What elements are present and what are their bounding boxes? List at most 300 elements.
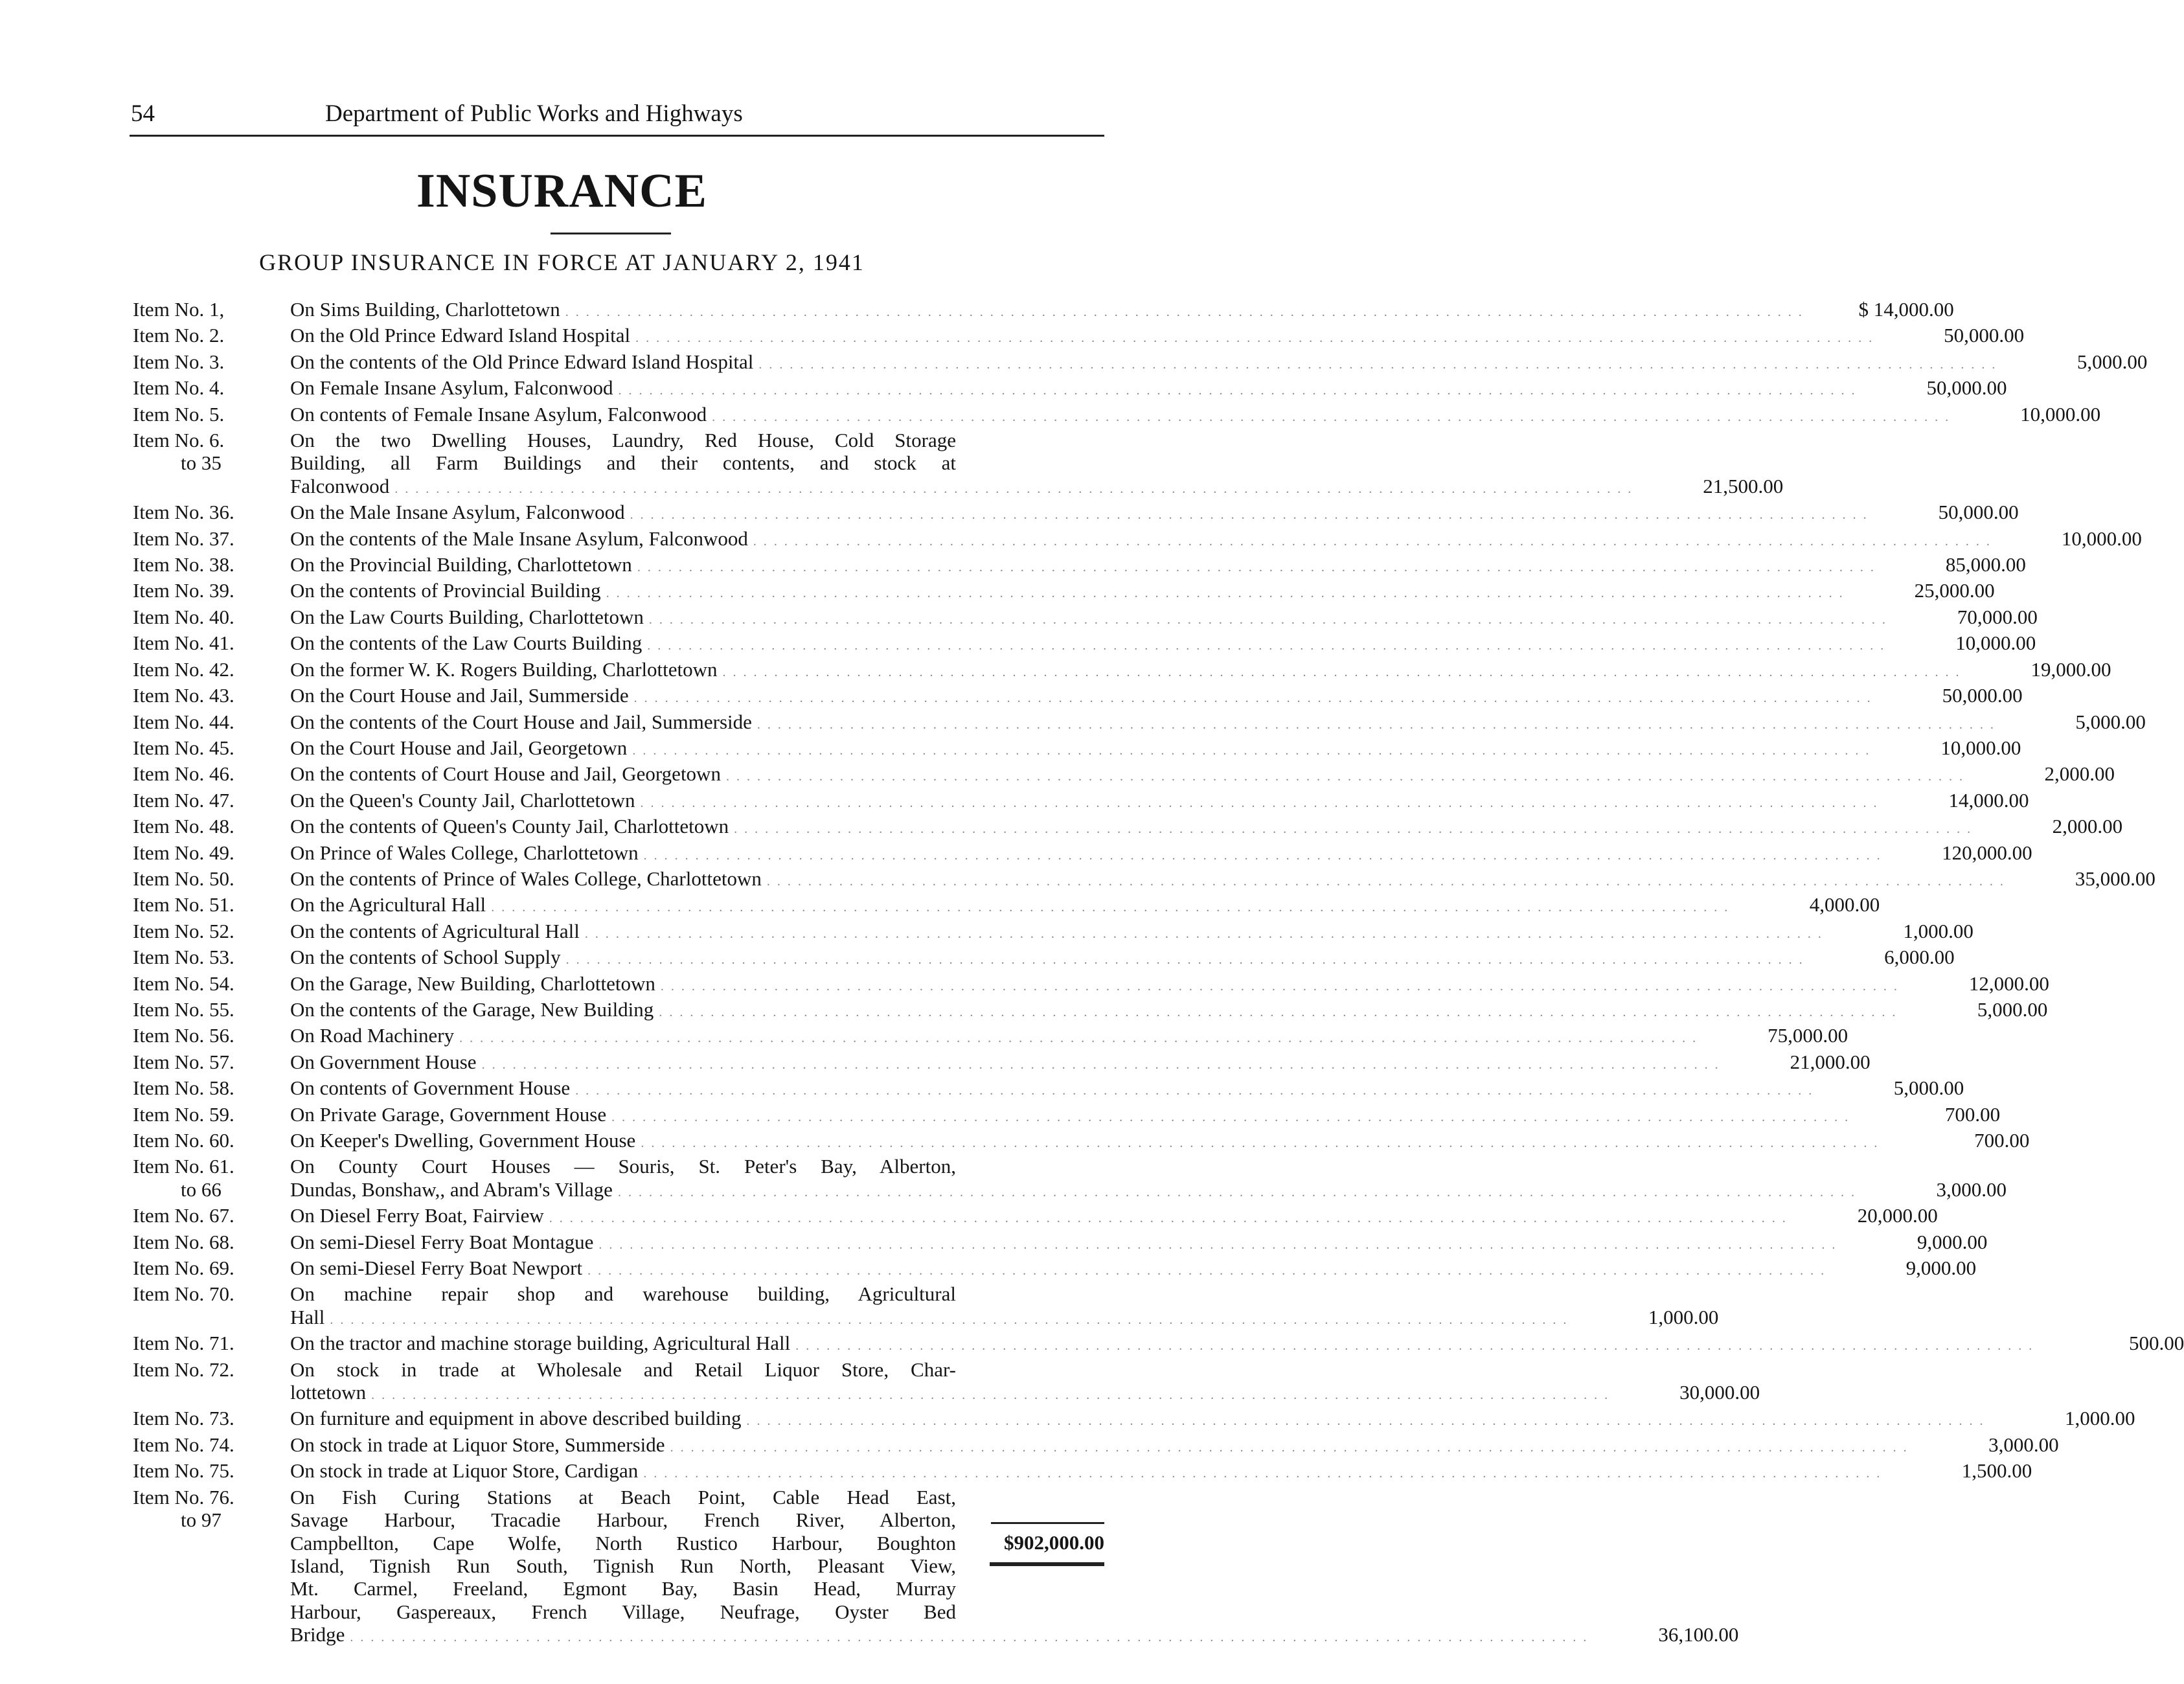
item-number: Item No. 39.	[133, 579, 234, 602]
item-number-cell	[133, 1076, 290, 1102]
insurance-item	[133, 997, 2048, 1024]
item-final-line	[290, 762, 2115, 788]
dot-leader: . . . . . . . . . . . . . . . . . . . . . . . . . . . . . . . . . . . . . . . . . . . . . . . . . . . . . . . . . . . . . . . . . . . . . . . . . . . . . . . . . . . . . . . . . . . . . . . . . . . . . . . . . . . . . . . . . . . . . . . .	[647, 639, 1886, 654]
item-number: Item No. 2.	[133, 324, 225, 347]
item-description-line: Savage Harbour, Tracadie Harbour, French River, Alberton,	[290, 1508, 956, 1532]
item-final-line	[290, 1178, 2007, 1204]
item-number-cell	[133, 789, 290, 815]
item-description	[290, 1102, 2001, 1129]
insurance-item	[133, 893, 1880, 919]
item-amount: 5,000.00	[1977, 997, 2048, 1021]
item-amount: 21,000.00	[1790, 1050, 1871, 1073]
dot-leader: . . . . . . . . . . . . . . . . . . . . . . . . . . . . . . . . . . . . . . . . . . . . . . . . . . . . . . . . . . . . . . . . . . . . . . . . . . . . . . . . . . . . . . . . . . . . . . . . . . . . . . . . . . . . . . . . . . . . . . . .	[611, 1109, 1850, 1124]
item-description-text: On Keeper's Dwelling, Government House	[290, 1129, 636, 1152]
item-description-text: On the contents of Queen's County Jail, Charlottetown	[290, 815, 729, 838]
item-description	[290, 1282, 1719, 1332]
item-number: Item No. 36.	[133, 501, 234, 524]
dot-leader: . . . . . . . . . . . . . . . . . . . . . . . . . . . . . . . . . . . . . . . . . . . . . . . . . . . . . . . . . . . . . . . . . . . . . . . . . . . . . . . . . . . . . . . . . . . . . . . . . . . . . . . . . . . . . . . . . . . . . . . .	[643, 848, 1882, 863]
dot-leader: . . . . . . . . . . . . . . . . . . . . . . . . . . . . . . . . . . . . . . . . . . . . . . . . . . . . . . . . . . . . . . . . . . . . . . . . . . . . . . . . . . . . . . . . . . . . . . . . . . . . . . . . . . . . . . . . . . . . . . . .	[640, 795, 1879, 810]
item-final-line	[290, 1332, 2184, 1358]
item-amount: 9,000.00	[1917, 1230, 1988, 1253]
item-description	[290, 762, 2115, 788]
item-description	[290, 788, 2029, 815]
item-description-text: On the contents of the Male Insane Asylum, Falconwood	[290, 527, 748, 550]
insurance-item	[133, 1257, 1977, 1282]
item-number-cell	[133, 1486, 290, 1650]
dot-leader: . . . . . . . . . . . . . . . . . . . . . . . . . . . . . . . . . . . . . . . . . . . . . . . . . . . . . . . . . . . . . . . . . . . . . . . . . . . . . . . . . . . . . . . . . . . . . . . . . . . . . . . . . . . . . . . . . . . . . . . .	[648, 612, 1887, 627]
item-description-text: On the contents of the Law Courts Building	[290, 632, 643, 655]
item-amount: 10,000.00	[1940, 736, 2021, 759]
item-amount: 19,000.00	[2030, 657, 2111, 681]
insurance-item	[133, 710, 2146, 736]
item-description	[290, 429, 1784, 501]
item-amount: 1,500.00	[1961, 1459, 2032, 1483]
item-description-text: On Road Machinery	[290, 1024, 455, 1047]
item-description-text: On stock in trade at Liquor Store, Cardigan	[290, 1459, 639, 1483]
dot-leader: . . . . . . . . . . . . . . . . . . . . . . . . . . . . . . . . . . . . . . . . . . . . . . . . . . . . . . . . . . . . . . . . . . . . . . . . . . . . . . . . . . . . . . . . . . . . . . . . . . . . . . . . . . . . . . . . . . . . . . . .	[643, 1466, 1882, 1481]
item-final-line	[290, 1076, 1964, 1102]
item-number-range-end: to 66	[181, 1178, 222, 1201]
item-description-line: Building, all Farm Buildings and their contents, and stock at	[290, 451, 956, 475]
dot-leader: . . . . . . . . . . . . . . . . . . . . . . . . . . . . . . . . . . . . . . . . . . . . . . . . . . . . . . . . . . . . . . . . . . . . . . . . . . . . . . . . . . . . . . . . . . . . . . . . . . . . . . . . . . . . . . . . . . . . . . . .	[722, 665, 1961, 679]
insurance-item	[133, 1282, 1719, 1332]
item-description	[290, 684, 2023, 710]
item-description-text: lottetown	[290, 1381, 367, 1404]
item-description-line: On Fish Curing Stations at Beach Point, Cable Head East,	[290, 1485, 956, 1508]
page-number: 54	[131, 100, 155, 127]
insurance-item	[133, 1204, 1938, 1230]
item-final-line	[290, 946, 1955, 972]
item-number-cell	[133, 1155, 290, 1204]
item-number: Item No. 52.	[133, 919, 234, 942]
dot-leader: . . . . . . . . . . . . . . . . . . . . . . . . . . . . . . . . . . . . . . . . . . . . . . . . . . . . . . . . . . . . . . . . . . . . . . . . . . . . . . . . . . . . . . . . . . . . . . . . . . . . . . . . . . . . . . . . . . . . . . . .	[725, 769, 1964, 784]
item-amount: 1,000.00	[2064, 1407, 2135, 1430]
item-final-line	[290, 657, 2111, 684]
item-description-text: On Diesel Ferry Boat, Fairview	[290, 1204, 544, 1227]
item-number: Item No. 43.	[133, 684, 234, 707]
dot-leader: . . . . . . . . . . . . . . . . . . . . . . . . . . . . . . . . . . . . . . . . . . . . . . . . . . . . . . . . . . . . . . . . . . . . . . . . . . . . . . . . . . . . . . . . . . . . . . . . . . . . . . . . . . . . . . . . . . . . . . . .	[641, 1136, 1880, 1150]
item-amount: 36,100.00	[1658, 1623, 1739, 1646]
item-description-line: Island, Tignish Run South, Tignish Run North, Pleasant View,	[290, 1554, 956, 1577]
item-description-text: On the contents of Court House and Jail, Georgetown	[290, 762, 721, 786]
item-amount: 50,000.00	[1926, 376, 2007, 400]
item-description-text: On Sims Building, Charlottetown	[290, 298, 560, 321]
insurance-item	[133, 298, 1954, 324]
item-final-line	[290, 1024, 1848, 1050]
item-number-cell	[133, 1103, 290, 1129]
insurance-item	[133, 1459, 2032, 1485]
item-number-cell	[133, 841, 290, 867]
item-amount: 10,000.00	[2020, 402, 2101, 426]
item-description-text: On the tractor and machine storage building, Agricultural Hall	[290, 1332, 791, 1355]
dot-leader: . . . . . . . . . . . . . . . . . . . . . . . . . . . . . . . . . . . . . . . . . . . . . . . . . . . . . . . . . . . . . . . . . . . . . . . . . . . . . . . . . . . . . . . . . . . . . . . . . . . . . . . . . . . . . . . . . . . . . . . .	[670, 1440, 1909, 1455]
item-number: Item No. 61.	[133, 1155, 234, 1178]
item-amount: 14,000.00	[1948, 788, 2029, 812]
item-description-text: On the contents of Provincial Building	[290, 579, 601, 602]
item-amount: 25,000.00	[1914, 579, 1995, 602]
item-final-line	[290, 501, 2019, 527]
item-description-text: On the contents of School Supply	[290, 946, 561, 969]
item-number: Item No. 41.	[133, 632, 234, 655]
item-description-text: On the contents of the Old Prince Edward Island Hospital	[290, 350, 754, 373]
item-amount: 5,000.00	[2076, 350, 2148, 373]
item-description-text: Bridge	[290, 1623, 345, 1646]
sum-rule	[991, 1522, 1104, 1524]
dot-leader: . . . . . . . . . . . . . . . . . . . . . . . . . . . . . . . . . . . . . . . . . . . . . . . . . . . . . . . . . . . . . . . . . . . . . . . . . . . . . . . . . . . . . . . . . . . . . . . . . . . . . . . . . . . . . . . . . . . . . . . .	[618, 383, 1857, 398]
item-amount: 10,000.00	[1955, 632, 2036, 655]
item-description	[290, 710, 2146, 736]
insurance-item	[133, 1485, 1739, 1650]
item-final-line	[290, 1102, 2001, 1129]
item-description-text: Dundas, Bonshaw,, and Abram's Village	[290, 1178, 613, 1201]
department-heading: Department of Public Works and Highways	[325, 100, 743, 127]
item-number: Item No. 47.	[133, 788, 234, 812]
item-description-line: On machine repair shop and warehouse building, Agricultural	[290, 1282, 956, 1306]
item-description	[290, 867, 2156, 893]
dot-leader: . . . . . . . . . . . . . . . . . . . . . . . . . . . . . . . . . . . . . . . . . . . . . . . . . . . . . . . . . . . . . . . . . . . . . . . . . . . . . . . . . . . . . . . . . . . . . . . . . . . . . . . . . . . . . . . . . . . . . . . .	[587, 1264, 1826, 1279]
item-number: Item No. 49.	[133, 841, 234, 864]
insurance-item	[133, 501, 2019, 527]
item-number-cell	[133, 403, 290, 429]
item-number-range-end: to 35	[181, 451, 222, 475]
item-number-cell	[133, 815, 290, 841]
item-description	[290, 1433, 2059, 1459]
item-final-line	[290, 1407, 2135, 1433]
item-amount: $ 14,000.00	[1858, 298, 1954, 321]
item-final-line	[290, 579, 1995, 605]
item-number: Item No. 60.	[133, 1129, 234, 1152]
dot-leader: . . . . . . . . . . . . . . . . . . . . . . . . . . . . . . . . . . . . . . . . . . . . . . . . . . . . . . . . . . . . . . . . . . . . . . . . . . . . . . . . . . . . . . . . . . . . . . . . . . . . . . . . . . . . . . . . . . . . . . . .	[350, 1630, 1589, 1645]
item-number: Item No. 6.	[133, 429, 225, 452]
insurance-item	[133, 1358, 1760, 1407]
insurance-item	[133, 684, 2023, 710]
item-number: Item No. 54.	[133, 972, 234, 995]
item-description-text: On the contents of Prince of Wales College, Charlottetown	[290, 867, 762, 890]
item-number: Item No. 3.	[133, 350, 225, 373]
item-amount: 30,000.00	[1679, 1381, 1760, 1404]
item-final-line	[290, 553, 2026, 579]
item-description-text: On semi-Diesel Ferry Boat Newport	[290, 1257, 583, 1280]
dot-leader: . . . . . . . . . . . . . . . . . . . . . . . . . . . . . . . . . . . . . . . . . . . . . . . . . . . . . . . . . . . . . . . . . . . . . . . . . . . . . . . . . . . . . . . . . . . . . . . . . . . . . . . . . . . . . . . . . . . . . . . .	[632, 743, 1871, 758]
item-number-cell	[133, 376, 290, 402]
dot-leader: . . . . . . . . . . . . . . . . . . . . . . . . . . . . . . . . . . . . . . . . . . . . . . . . . . . . . . . . . . . . . . . . . . . . . . . . . . . . . . . . . . . . . . . . . . . . . . . . . . . . . . . . . . . . . . . . . . . . . . . .	[394, 481, 1633, 496]
item-amount: 500.00	[2128, 1332, 2184, 1355]
insurance-item	[133, 402, 2101, 429]
item-number-cell	[133, 1129, 290, 1155]
item-amount: 2,000.00	[2044, 762, 2115, 786]
dot-leader: . . . . . . . . . . . . . . . . . . . . . . . . . . . . . . . . . . . . . . . . . . . . . . . . . . . . . . . . . . . . . . . . . . . . . . . . . . . . . . . . . . . . . . . . . . . . . . . . . . . . . . . . . . . . . . . . . . . . . . . .	[598, 1237, 1837, 1252]
item-amount: 20,000.00	[1857, 1204, 1938, 1227]
item-description	[290, 324, 2025, 350]
dot-leader: . . . . . . . . . . . . . . . . . . . . . . . . . . . . . . . . . . . . . . . . . . . . . . . . . . . . . . . . . . . . . . . . . . . . . . . . . . . . . . . . . . . . . . . . . . . . . . . . . . . . . . . . . . . . . . . . . . . . . . . .	[575, 1084, 1814, 1098]
item-number: Item No. 68.	[133, 1230, 234, 1253]
insurance-item	[133, 632, 2036, 657]
page-subtitle: GROUP INSURANCE IN FORCE AT JANUARY 2, 1941	[259, 249, 865, 275]
item-number-cell	[133, 553, 290, 579]
item-description	[290, 919, 1974, 946]
item-number-cell	[133, 324, 290, 350]
item-number: Item No. 51.	[133, 893, 234, 916]
item-description	[290, 841, 2032, 867]
insurance-item	[133, 324, 2025, 350]
dot-leader: . . . . . . . . . . . . . . . . . . . . . . . . . . . . . . . . . . . . . . . . . . . . . . . . . . . . . . . . . . . . . . . . . . . . . . . . . . . . . . . . . . . . . . . . . . . . . . . . . . . . . . . . . . . . . . . . . . . . . . . .	[659, 1005, 1898, 1019]
item-amount: 6,000.00	[1884, 946, 1955, 969]
item-final-line	[290, 298, 1954, 324]
item-number-cell	[133, 1332, 290, 1358]
item-number-cell	[133, 972, 290, 998]
item-amount: 2,000.00	[2052, 815, 2123, 838]
dot-leader: . . . . . . . . . . . . . . . . . . . . . . . . . . . . . . . . . . . . . . . . . . . . . . . . . . . . . . . . . . . . . . . . . . . . . . . . . . . . . . . . . . . . . . . . . . . . . . . . . . . . . . . . . . . . . . . . . . . . . . . .	[753, 534, 1992, 549]
item-final-line	[290, 684, 2023, 710]
item-description-text: On the Agricultural Hall	[290, 893, 486, 916]
item-number: Item No. 44.	[133, 710, 234, 733]
item-description	[290, 1204, 1938, 1230]
total-double-rule	[990, 1562, 1104, 1566]
item-description-text: On the contents of Agricultural Hall	[290, 919, 580, 942]
item-description	[290, 1257, 1977, 1282]
item-description-text: On the Garage, New Building, Charlottetown	[290, 972, 655, 995]
item-amount: 21,500.00	[1703, 474, 1784, 497]
item-number: Item No. 38.	[133, 553, 234, 576]
item-number: Item No. 74.	[133, 1433, 234, 1456]
item-final-line	[290, 605, 2038, 632]
item-final-line	[290, 632, 2036, 657]
item-description	[290, 657, 2111, 684]
item-description-line: On County Court Houses — Souris, St. Peter's Bay, Alberton,	[290, 1155, 956, 1178]
item-description	[290, 605, 2038, 632]
item-description-text: On the former W. K. Rogers Building, Charlottetown	[290, 657, 718, 681]
item-description-text: On the contents of the Garage, New Building	[290, 997, 654, 1021]
item-number: Item No. 67.	[133, 1204, 234, 1227]
item-number-cell	[133, 1358, 290, 1407]
dot-leader: . . . . . . . . . . . . . . . . . . . . . . . . . . . . . . . . . . . . . . . . . . . . . . . . . . . . . . . . . . . . . . . . . . . . . . . . . . . . . . . . . . . . . . . . . . . . . . . . . . . . . . . . . . . . . . . . . . . . . . . .	[756, 717, 1996, 732]
item-number-cell	[133, 501, 290, 527]
item-number: Item No. 72.	[133, 1358, 234, 1381]
item-number-cell	[133, 867, 290, 893]
item-number: Item No. 55.	[133, 997, 234, 1021]
header-rule	[130, 135, 1104, 137]
item-number-cell	[133, 527, 290, 553]
item-final-line	[290, 474, 1784, 501]
insurance-item	[133, 429, 1784, 501]
item-number-cell	[133, 711, 290, 736]
dot-leader: . . . . . . . . . . . . . . . . . . . . . . . . . . . . . . . . . . . . . . . . . . . . . . . . . . . . . . . . . . . . . . . . . . . . . . . . . . . . . . . . . . . . . . . . . . . . . . . . . . . . . . . . . . . . . . . . . . . . . . . .	[637, 560, 1876, 575]
item-description-line: Campbellton, Cape Wolfe, North Rustico Harbour, Boughton	[290, 1531, 956, 1554]
item-amount: 4,000.00	[1809, 893, 1880, 916]
item-amount: 70,000.00	[1957, 605, 2038, 628]
item-number-cell	[133, 632, 290, 657]
item-number-cell	[133, 920, 290, 946]
item-final-line	[290, 1050, 1871, 1076]
insurance-item	[133, 579, 1995, 605]
item-final-line	[290, 919, 1974, 946]
item-amount: 50,000.00	[1942, 684, 2023, 707]
insurance-item	[133, 350, 2148, 376]
item-description	[290, 1076, 1964, 1102]
item-number-cell	[133, 350, 290, 376]
item-number: Item No. 56.	[133, 1024, 234, 1047]
insurance-item	[133, 1433, 2059, 1459]
item-amount: 700.00	[1974, 1129, 2030, 1152]
dot-leader: . . . . . . . . . . . . . . . . . . . . . . . . . . . . . . . . . . . . . . . . . . . . . . . . . . . . . . . . . . . . . . . . . . . . . . . . . . . . . . . . . . . . . . . . . . . . . . . . . . . . . . . . . . . . . . . . . . . . . . . .	[635, 331, 1874, 346]
insurance-item	[133, 841, 2032, 867]
insurance-item	[133, 657, 2111, 684]
item-description-text: On contents of Female Insane Asylum, Falconwood	[290, 402, 707, 426]
item-description	[290, 1129, 2030, 1155]
item-amount: 10,000.00	[2061, 527, 2142, 550]
item-final-line	[290, 1230, 1988, 1257]
insurance-item	[133, 946, 1955, 972]
item-number-cell	[133, 1231, 290, 1257]
item-number-cell	[133, 1407, 290, 1433]
item-description-text: On Government House	[290, 1050, 477, 1073]
insurance-item	[133, 1407, 2135, 1433]
item-number-cell	[133, 736, 290, 762]
item-description	[290, 1459, 2032, 1485]
dot-leader: . . . . . . . . . . . . . . . . . . . . . . . . . . . . . . . . . . . . . . . . . . . . . . . . . . . . . . . . . . . . . . . . . . . . . . . . . . . . . . . . . . . . . . . . . . . . . . . . . . . . . . . . . . . . . . . . . . . . . . . .	[491, 900, 1730, 915]
item-description-text: On semi-Diesel Ferry Boat Montague	[290, 1230, 594, 1253]
item-amount: 75,000.00	[1768, 1024, 1848, 1047]
item-number: Item No. 48.	[133, 815, 234, 838]
item-number: Item No. 4.	[133, 376, 225, 400]
item-description-text: On furniture and equipment in above described building	[290, 1407, 742, 1430]
item-final-line	[290, 815, 2123, 841]
item-amount: 50,000.00	[1944, 324, 2025, 347]
title-rule	[551, 233, 671, 234]
item-description	[290, 815, 2123, 841]
dot-leader: . . . . . . . . . . . . . . . . . . . . . . . . . . . . . . . . . . . . . . . . . . . . . . . . . . . . . . . . . . . . . . . . . . . . . . . . . . . . . . . . . . . . . . . . . . . . . . . . . . . . . . . . . . . . . . . . . . . . . . . .	[565, 305, 1804, 319]
item-number: Item No. 42.	[133, 657, 234, 681]
insurance-item	[133, 553, 2026, 579]
item-description	[290, 1050, 1871, 1076]
insurance-item	[133, 972, 2049, 998]
item-final-line	[290, 1305, 1719, 1332]
item-description-text: On the Queen's County Jail, Charlottetown	[290, 788, 635, 812]
item-description	[290, 1155, 2007, 1204]
dot-leader: . . . . . . . . . . . . . . . . . . . . . . . . . . . . . . . . . . . . . . . . . . . . . . . . . . . . . . . . . . . . . . . . . . . . . . . . . . . . . . . . . . . . . . . . . . . . . . . . . . . . . . . . . . . . . . . . . . . . . . . .	[746, 1414, 1985, 1429]
item-description-text: On contents of Government House	[290, 1076, 571, 1100]
item-number-cell	[133, 1204, 290, 1230]
item-description-text: On the contents of the Court House and Jail, Summerside	[290, 710, 752, 733]
item-description	[290, 632, 2036, 657]
item-description	[290, 298, 1954, 324]
insurance-item	[133, 736, 2021, 762]
item-amount: 1,000.00	[1648, 1305, 1719, 1328]
item-number-cell	[133, 998, 290, 1024]
insurance-item	[133, 867, 2156, 893]
insurance-item	[133, 1155, 2007, 1204]
item-final-line	[290, 376, 2007, 402]
item-description	[290, 736, 2021, 762]
item-amount: 35,000.00	[2075, 867, 2156, 890]
item-number-cell	[133, 1282, 290, 1332]
item-final-line	[290, 1623, 1739, 1649]
insurance-item	[133, 1332, 2184, 1358]
item-description-text: On the Court House and Jail, Georgetown	[290, 736, 628, 759]
item-number-cell	[133, 893, 290, 919]
item-number: Item No. 71.	[133, 1332, 234, 1355]
insurance-item	[133, 527, 2142, 553]
total-amount: $902,000.00	[1004, 1531, 1104, 1554]
item-number: Item No. 45.	[133, 736, 234, 759]
item-description-line: Harbour, Gaspereaux, French Village, Neufrage, Oyster Bed	[290, 1600, 956, 1623]
item-number-cell	[133, 684, 290, 710]
dot-leader: . . . . . . . . . . . . . . . . . . . . . . . . . . . . . . . . . . . . . . . . . . . . . . . . . . . . . . . . . . . . . . . . . . . . . . . . . . . . . . . . . . . . . . . . . . . . . . . . . . . . . . . . . . . . . . . . . . . . . . . .	[565, 953, 1804, 968]
item-final-line	[290, 997, 2048, 1024]
item-number: Item No. 40.	[133, 605, 234, 628]
item-number-cell	[133, 606, 290, 632]
dot-leader: . . . . . . . . . . . . . . . . . . . . . . . . . . . . . . . . . . . . . . . . . . . . . . . . . . . . . . . . . . . . . . . . . . . . . . . . . . . . . . . . . . . . . . . . . . . . . . . . . . . . . . . . . . . . . . . . . . . . . . . .	[795, 1339, 2034, 1354]
item-amount: 85,000.00	[1945, 553, 2026, 576]
item-final-line	[290, 736, 2021, 762]
dot-leader: . . . . . . . . . . . . . . . . . . . . . . . . . . . . . . . . . . . . . . . . . . . . . . . . . . . . . . . . . . . . . . . . . . . . . . . . . . . . . . . . . . . . . . . . . . . . . . . . . . . . . . . . . . . . . . . . . . . . . . . .	[617, 1185, 1856, 1200]
item-number: Item No. 76.	[133, 1485, 234, 1508]
dot-leader: . . . . . . . . . . . . . . . . . . . . . . . . . . . . . . . . . . . . . . . . . . . . . . . . . . . . . . . . . . . . . . . . . . . . . . . . . . . . . . . . . . . . . . . . . . . . . . . . . . . . . . . . . . . . . . . . . . . . . . . .	[660, 979, 1899, 994]
item-amount: 3,000.00	[1988, 1433, 2059, 1456]
item-description-line: Mt. Carmel, Freeland, Egmont Bay, Basin Head, Murray	[290, 1577, 956, 1600]
item-amount: 5,000.00	[2075, 710, 2146, 733]
item-description-text: On the Law Courts Building, Charlottetown	[290, 605, 644, 628]
item-description	[290, 1024, 1848, 1050]
item-description	[290, 1485, 1739, 1650]
insurance-item	[133, 788, 2029, 815]
item-description-text: On the Old Prince Edward Island Hospital	[290, 324, 631, 347]
item-description	[290, 501, 2019, 527]
item-amount: 700.00	[1944, 1102, 2001, 1126]
insurance-item	[133, 1024, 1848, 1050]
dot-leader: . . . . . . . . . . . . . . . . . . . . . . . . . . . . . . . . . . . . . . . . . . . . . . . . . . . . . . . . . . . . . . . . . . . . . . . . . . . . . . . . . . . . . . . . . . . . . . . . . . . . . . . . . . . . . . . . . . . . . . . .	[481, 1057, 1720, 1072]
item-amount: 9,000.00	[1905, 1257, 1977, 1280]
item-description	[290, 1407, 2135, 1433]
item-final-line	[290, 972, 2049, 998]
dot-leader: . . . . . . . . . . . . . . . . . . . . . . . . . . . . . . . . . . . . . . . . . . . . . . . . . . . . . . . . . . . . . . . . . . . . . . . . . . . . . . . . . . . . . . . . . . . . . . . . . . . . . . . . . . . . . . . . . . . . . . . .	[606, 586, 1845, 601]
insurance-item	[133, 376, 2007, 402]
insurance-item	[133, 1050, 1871, 1076]
item-number-cell	[133, 1257, 290, 1282]
item-description-text: Falconwood	[290, 474, 390, 497]
dot-leader: . . . . . . . . . . . . . . . . . . . . . . . . . . . . . . . . . . . . . . . . . . . . . . . . . . . . . . . . . . . . . . . . . . . . . . . . . . . . . . . . . . . . . . . . . . . . . . . . . . . . . . . . . . . . . . . . . . . . . . . .	[712, 409, 1951, 424]
item-description-text: On stock in trade at Liquor Store, Summerside	[290, 1433, 665, 1456]
running-head	[131, 95, 1102, 133]
item-description	[290, 997, 2048, 1024]
item-final-line	[290, 527, 2142, 553]
item-number-cell	[133, 1433, 290, 1459]
item-amount: 1,000.00	[1903, 919, 1974, 942]
item-description	[290, 350, 2148, 376]
item-number: Item No. 46.	[133, 762, 234, 786]
item-number-cell	[133, 298, 290, 324]
item-number: Item No. 5.	[133, 402, 225, 426]
item-amount: 12,000.00	[1968, 972, 2049, 995]
insurance-item-list	[133, 298, 2184, 1650]
insurance-item	[133, 815, 2123, 841]
item-description	[290, 402, 2101, 429]
dot-leader: . . . . . . . . . . . . . . . . . . . . . . . . . . . . . . . . . . . . . . . . . . . . . . . . . . . . . . . . . . . . . . . . . . . . . . . . . . . . . . . . . . . . . . . . . . . . . . . . . . . . . . . . . . . . . . . . . . . . . . . .	[549, 1211, 1788, 1226]
item-number-cell	[133, 946, 290, 972]
item-number: Item No. 37.	[133, 527, 234, 550]
item-final-line	[290, 710, 2146, 736]
item-number: Item No. 57.	[133, 1050, 234, 1073]
item-final-line	[290, 893, 1880, 919]
item-amount: 3,000.00	[1936, 1178, 2007, 1201]
insurance-item	[133, 1129, 2030, 1155]
dot-leader: . . . . . . . . . . . . . . . . . . . . . . . . . . . . . . . . . . . . . . . . . . . . . . . . . . . . . . . . . . . . . . . . . . . . . . . . . . . . . . . . . . . . . . . . . . . . . . . . . . . . . . . . . . . . . . . . . . . . . . . .	[630, 508, 1869, 523]
item-description	[290, 579, 1995, 605]
item-number: Item No. 70.	[133, 1282, 234, 1306]
item-description-text: On the Court House and Jail, Summerside	[290, 684, 629, 707]
insurance-item	[133, 919, 1974, 946]
page-title: INSURANCE	[416, 165, 707, 218]
